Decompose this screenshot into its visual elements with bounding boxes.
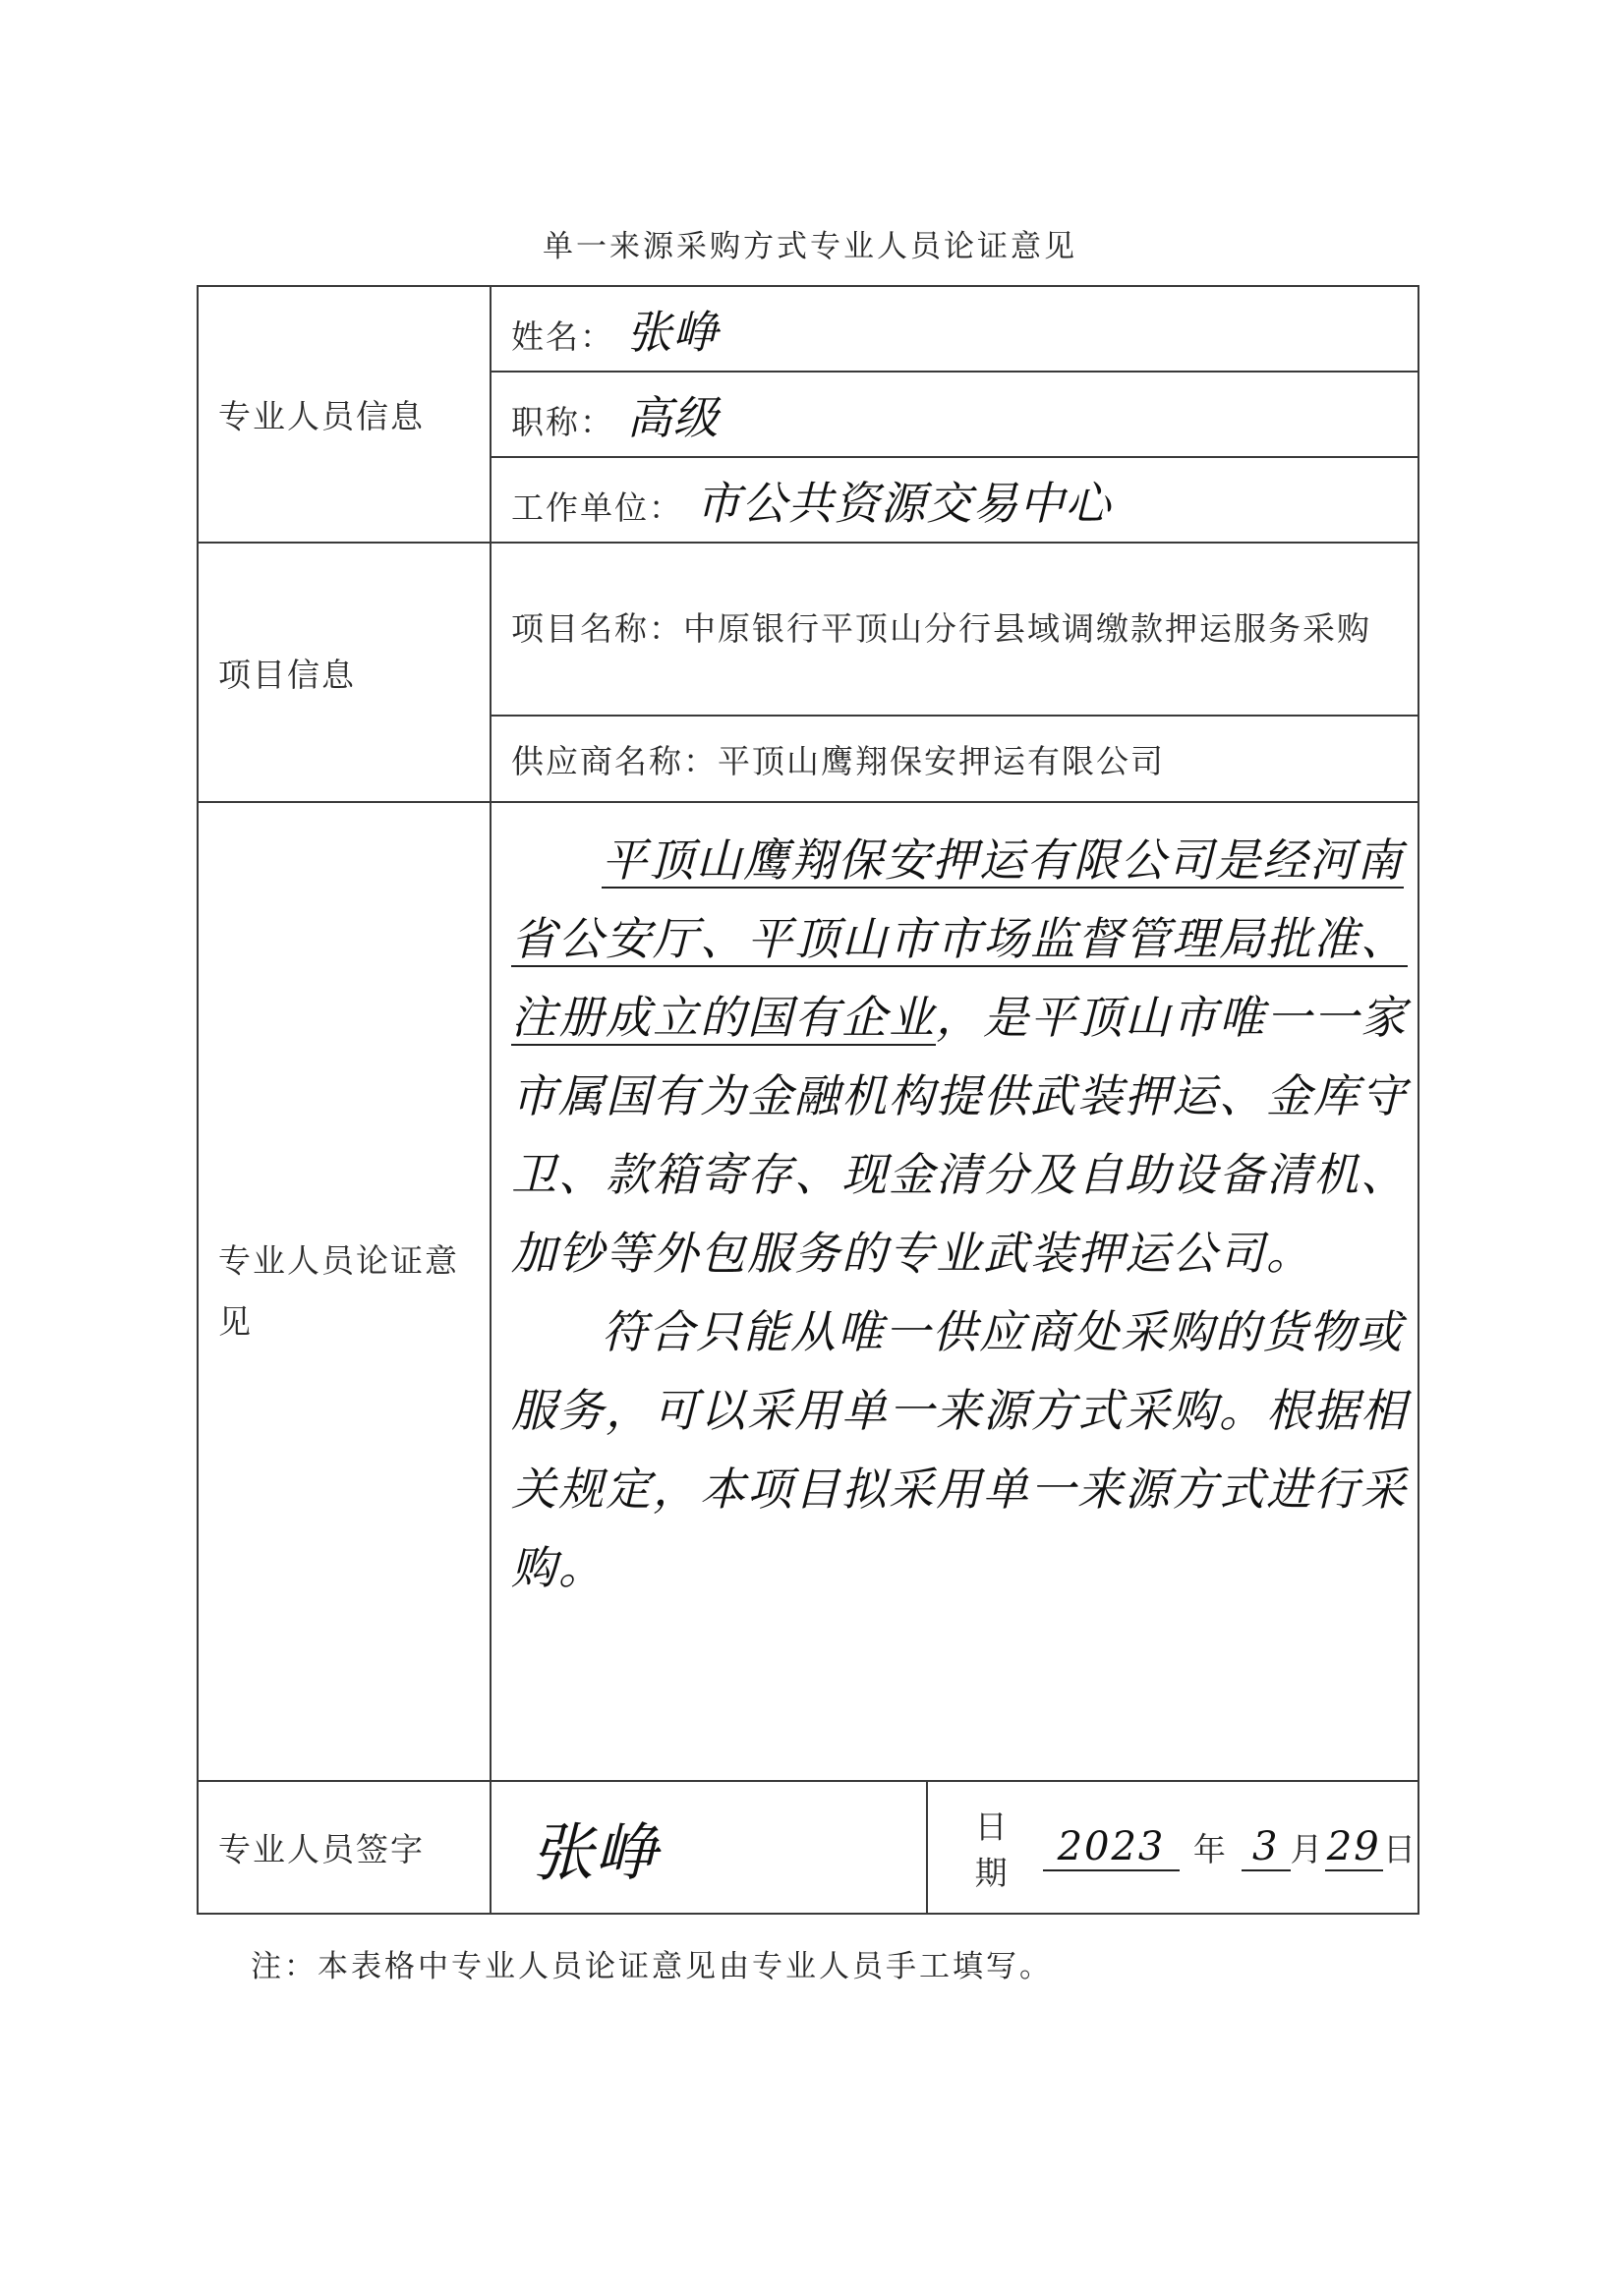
expert-name-row (198, 286, 1418, 372)
project-name-cell (491, 543, 1418, 716)
signature-label: 专业人员签字 (198, 1781, 491, 1914)
date-day: 29 (1325, 1824, 1384, 1871)
footnote: 注：本表格中专业人员论证意见由专业人员手工填写。 (251, 1949, 1053, 1984)
handwritten-signature: 张峥 (531, 1816, 659, 1890)
date-year: 2023 (1043, 1824, 1180, 1871)
project-name-row (198, 543, 1418, 716)
project-info-section-label: 项目信息 (198, 543, 491, 802)
expert-info-section-label: 专业人员信息 (198, 286, 491, 543)
expert-title-label: 职称： (511, 402, 614, 441)
project-name-label: 项目名称： (511, 609, 683, 648)
date-label: 日期 (974, 1807, 1010, 1892)
supplier-value: 平顶山鹰翔保安押运有限公司 (718, 741, 1165, 780)
opinion-section-label (198, 802, 491, 1781)
supplier-label: 供应商名称： (511, 741, 718, 780)
supplier-cell (491, 716, 1418, 802)
date-area (928, 1802, 1418, 1894)
opinion-paragraph-2: 符合只能从唯一供应商处采购的货物或服务，可以采用单一来源方式采购。根据相关规定，本项目拟采用单一来源方式进行采购。 (511, 1305, 1408, 1594)
page-title: 单一来源采购方式专业人员论证意见 (543, 229, 1077, 264)
opinion-underlined-text: 平顶山鹰翔保安押运有限公司是经河南省公安厅、平顶山市市场监督管理局批准、注册成立的国有企业 (511, 833, 1408, 1044)
opinion-cell (491, 802, 1418, 1781)
date-month: 3 (1242, 1824, 1291, 1871)
date-day-unit: 日 (1383, 1830, 1418, 1868)
date-year-unit: 年 (1192, 1830, 1228, 1868)
signature-area (492, 1782, 928, 1913)
opinion-paragraph-1-rest: ，是平顶山市唯一一家市属国有为金融机构提供武装押运、金库守卫、款箱寄存、现金清分及自助设备清机、加钞等外包服务的专业武装押运公司。 (511, 991, 1408, 1280)
expert-name-cell (491, 286, 1418, 372)
expert-title-cell (491, 372, 1418, 457)
opinion-row (198, 802, 1418, 1781)
opinion-form-table (197, 285, 1419, 1915)
signature-cell (491, 1781, 1418, 1914)
signature-row (198, 1781, 1418, 1914)
project-name-value: 中原银行平顶山分行县域调缴款押运服务采购 (683, 609, 1371, 648)
expert-name-label: 姓名： (511, 316, 614, 356)
expert-unit-handwritten: 市公共资源交易中心 (695, 476, 1112, 530)
expert-unit-cell (491, 457, 1418, 543)
opinion-paragraph-1 (511, 821, 1408, 1292)
expert-unit-label: 工作单位： (511, 488, 683, 527)
opinion-section-label-text: 专业人员论证意见 (218, 1241, 459, 1341)
expert-name-handwritten: 张峥 (626, 305, 720, 359)
expert-title-handwritten: 高级 (626, 390, 720, 444)
date-month-unit: 月 (1290, 1830, 1325, 1868)
